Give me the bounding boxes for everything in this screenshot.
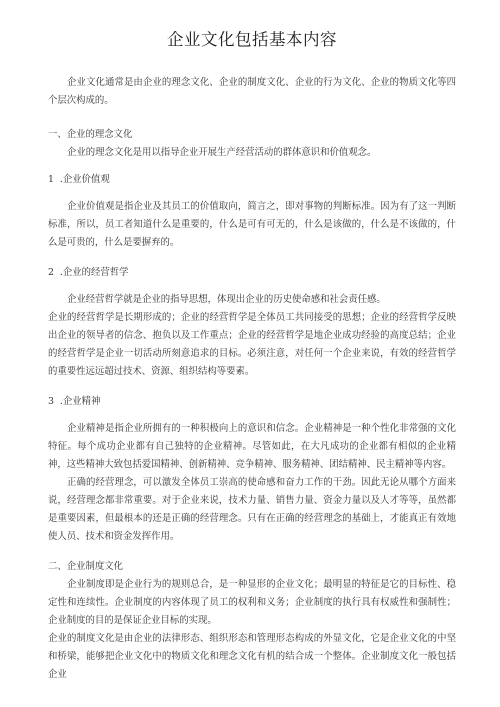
subsection-1-3-body-1: 企业精神是指企业所拥有的一种积极向上的意识和信念。企业精神是一种个性化非常强的文化特征。每个成功企业都有自己独特的企业精神。尽管如此，在大凡成功的企业都有相似的企业精神，这些精神大致包括爱国精神、创新精神、竞争精神、服务精神、团结精神、民主精神等内容。	[48, 423, 456, 470]
subsection-1-3-heading: 3 .企业精神	[48, 396, 101, 407]
section-1-description: 企业的理念文化是用以指导企业开展生产经营活动的群体意识和价值观念。	[67, 147, 377, 158]
subsection-1-1-heading: 1 .企业价值观	[48, 174, 110, 185]
subsection-1-3-body-2: 正确的经营理念，可以激发全体员工崇高的使命感和奋力工作的干劲。因此无论从哪个方面来说，经营理念都非常重要。对于企业来说，技术力量、销售力量、资金力量以及人才等等，虽然都是重要因素，但最根本的还是正确的经营理念。只有在正确的经营理念的基础上，才能真正有效地使人员、技术和资金发挥作用。	[48, 477, 456, 542]
section-2-body-2: 企业的制度文化是由企业的法律形态、组织形态和管理形态构成的外显文化，它是企业文化的中坚和桥梁，能够把企业文化中的物质文化和理念文化有机的结合成一个整体。企业制度文化一般包括企业	[48, 633, 456, 680]
section-2-heading: 二、企业制度文化	[48, 561, 124, 572]
subsection-1-2-heading: 2 .企业的经营哲学	[48, 267, 129, 278]
section-1-heading: 一、企业的理念文化	[48, 129, 133, 140]
document-title: 企业文化包括基本内容	[167, 30, 337, 49]
section-2-body-1: 企业制度即是企业行为的规则总合，是一种显形的企业文化；最明显的特征是它的目标性、稳定性和连续性。企业制度的内容体现了员工的权利和义务；企业制度的执行具有权威性和强制性；企业制度的目的是保证企业目标的实现。	[48, 579, 456, 626]
subsection-1-2-body-1: 企业经营哲学就是企业的指导思想，体现出企业的历史使命感和社会责任感。	[67, 294, 386, 305]
subsection-1-2-body-2: 企业的经营哲学是长期形成的；企业的经营哲学是全体员工共同接受的思想；企业的经营哲学反映出企业的领导者的信念、抱负以及工作重点；企业的经营哲学是地企业成功经验的高度总结；企业的经营哲学是企业一切活动所刻意追求的目标。必须注意，对任何一个企业来说，有效的经营哲学的重要性远远超过技术、资源、组织结构等要素。	[48, 312, 456, 377]
subsection-1-1-body: 企业价值观是指企业及其员工的价值取向，简言之，即对事物的判断标准。因为有了这一判断标准，所以，员工者知道什么是重要的，什么是可有可无的，什么是该做的，什么是不该做的，什么是可贵的，什么是要摒弃的。	[48, 201, 456, 248]
intro-paragraph: 企业文化通常是由企业的理念文化、企业的制度文化、企业的行为文化、企业的物质文化等四个层次构成的。	[48, 77, 456, 106]
